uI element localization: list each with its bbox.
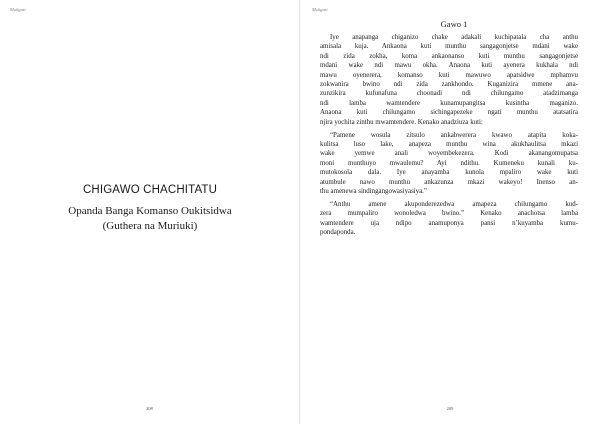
text-line: kulitsa luso lake, anapeza munthu wina akukhaulitsa mkazi <box>320 140 578 148</box>
paragraphs-container <box>320 33 578 238</box>
text-line: ndi zida zokha, koma ankaonanso kuti munthu sangagonjetse <box>320 52 578 60</box>
text-line: mawu oyenerera, komanso kuti mawuwo apatsidwe mphamvu <box>320 71 578 79</box>
text-line: zokwanira bwino ndi zida zankhondo. Kuganizira mmene ana- <box>320 81 578 89</box>
text-line: Iye anapanga chiganizo chake adakali kuchipatala cha anthu <box>330 34 578 41</box>
chapter-subtitle <box>40 204 260 234</box>
text-line: ndi lamba wamtendere kunamupangitsa kusintha maganizo. <box>320 99 578 107</box>
body-text <box>320 19 578 241</box>
text-line: “Pamene wosula zitsulo ankabwerera kwawo atapita koka- <box>330 131 578 139</box>
chapter-subtitle-line-1: Opanda Banga Komanso Oukitsidwa <box>68 205 232 217</box>
text-line: “Anthu amene akuponderezedwa amapeza chilungamo kud- <box>330 200 578 208</box>
text-line: moni munthuyo mwaulemu? Ayi ndithu. Kumeneku kunali ku- <box>320 159 578 167</box>
chapter-title: CHIGAWO CHACHITATU <box>82 184 218 196</box>
text-line: wake yemwe anali woyembekezera. Kodi akanangomupatsa <box>320 150 578 158</box>
text-line: wamtendere uja ndipo anamuponya pansi n’kuyamba kumu- <box>320 219 578 227</box>
text-line: thu amenewa sindingangowasiyasiya.” <box>320 188 427 195</box>
section-heading: Gawo 1 <box>440 19 468 29</box>
right-page-number: 209 <box>446 406 454 411</box>
left-running-head: Mokgati <box>10 7 26 12</box>
right-page <box>300 0 600 424</box>
text-line: zera mumpaliro wonoledwa bwino.” Kenako anachotsa lamba <box>320 210 578 218</box>
paragraph <box>320 200 578 238</box>
left-page-number: 208 <box>146 406 153 411</box>
text-line: mutokosola dala. Iye anayamba kunola mpaliro wake kuti <box>320 169 578 177</box>
paragraph <box>320 131 578 197</box>
text-line: mdani wake ndi mawu okha. Anaona kuti ayenera kukhala ndi <box>320 62 578 70</box>
text-line: zunzikira kufunafuna choonadi ndi chilungamo atadzimanga <box>320 90 578 98</box>
chapter-title-block <box>40 184 260 234</box>
text-line: Anaona kuti chilungamo sichingapezeke ngati munthu atatsatira <box>320 109 578 117</box>
paragraph <box>320 33 578 127</box>
text-line: atumbule nawo munthu ankazunza mkazi wakeyo! Inenso an- <box>320 178 578 186</box>
right-running-head: Mokgati <box>312 7 328 12</box>
text-line: njira yochita zinthu mwamtendere. Kenako anadziuza kuti: <box>320 118 483 126</box>
text-line: amisala kuja. Ankaona kuti munthu sangagonjetse mdani wake <box>320 43 578 51</box>
text-line: pondaponda. <box>320 229 356 237</box>
chapter-subtitle-line-2: (Guthera na Muriuki) <box>102 220 198 232</box>
